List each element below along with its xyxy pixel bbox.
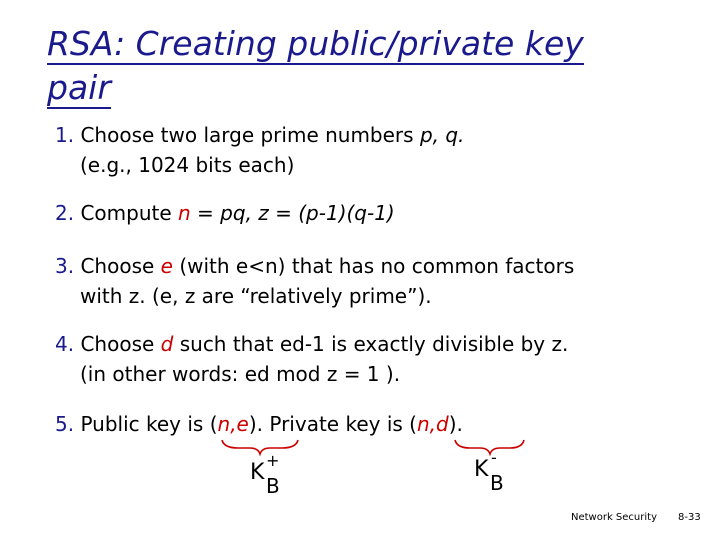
step-text: Choose [80, 254, 161, 278]
public-key-letter: K [250, 460, 265, 485]
title-line-2: pair [47, 68, 111, 107]
step-formula: = pq, z = (p-1)(q-1) [190, 201, 395, 225]
private-key-pair: n,d [416, 412, 449, 436]
private-key-sup: - [491, 448, 497, 467]
step-text-2: ). Private key is ( [248, 412, 417, 436]
step-text-2: (with e<n) that has no common factors [172, 254, 575, 278]
private-key-brace [455, 440, 524, 454]
step-text-2: such that ed-1 is exactly divisible by z. [173, 332, 569, 356]
step-text: Choose [80, 332, 161, 356]
var-e: e [160, 254, 173, 278]
private-key-sub: B [490, 471, 504, 495]
public-key-pair: n,e [217, 412, 249, 436]
step-number: 1. [55, 123, 75, 147]
step-text: Compute [80, 201, 179, 225]
private-key-letter: K [474, 457, 489, 482]
step-text-3: ). [448, 412, 463, 436]
public-key-sub: B [266, 474, 280, 498]
public-key-brace [222, 440, 298, 454]
step-text: Public key is ( [80, 412, 218, 436]
step-vars: p, q. [419, 123, 465, 147]
title-line-1: RSA: Creating public/private key [47, 24, 584, 63]
step-number: 3. [55, 254, 75, 278]
step-subtext: (e.g., 1024 bits each) [80, 153, 295, 177]
footer-page: 8-33 [678, 512, 701, 523]
var-d: d [160, 332, 174, 356]
footer-course: Network Security [571, 512, 657, 523]
var-n: n [178, 201, 191, 225]
step-number: 5. [55, 412, 75, 436]
step-number: 2. [55, 201, 75, 225]
step-number: 4. [55, 332, 75, 356]
public-key-sup: + [266, 451, 280, 470]
step-text: Choose two large prime numbers [80, 123, 420, 147]
step-subtext: (in other words: ed mod z = 1 ). [80, 362, 401, 386]
step-subtext: with z. (e, z are “relatively prime”). [80, 284, 432, 308]
